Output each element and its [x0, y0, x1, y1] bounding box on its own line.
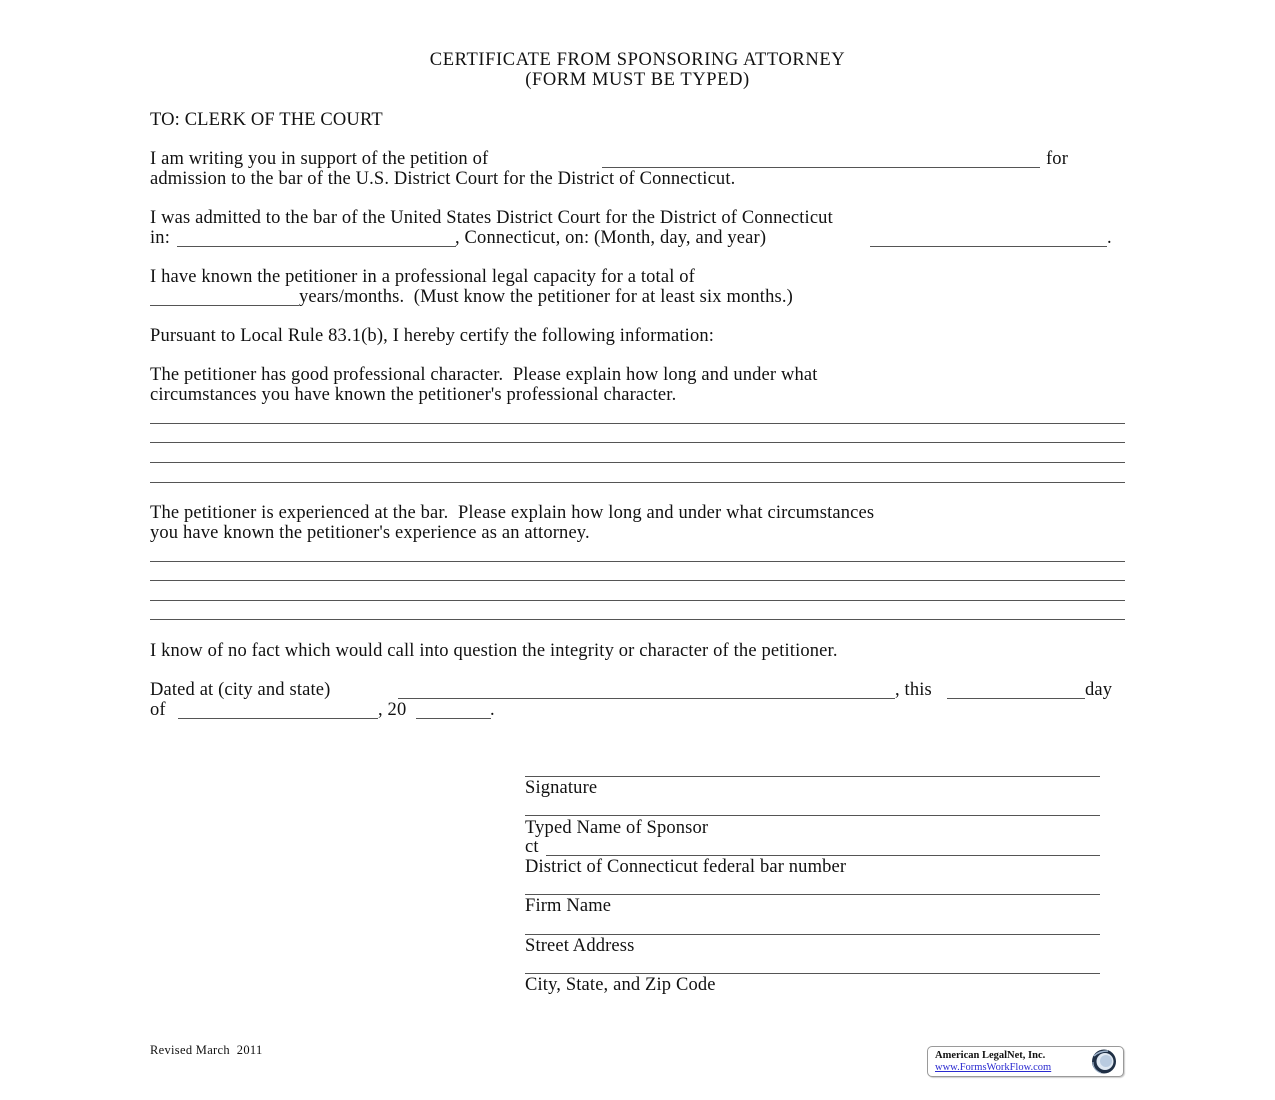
dated-month-field[interactable]	[178, 718, 378, 719]
vendor-name: American LegalNet, Inc.	[935, 1050, 1046, 1061]
typed-name-label: Typed Name of Sponsor	[525, 818, 709, 838]
signature-label: Signature	[525, 778, 598, 798]
experience-explanation-line-1[interactable]	[150, 561, 1125, 562]
admitted-text-period: .	[1107, 228, 1112, 248]
dated-city-state-field[interactable]	[398, 698, 895, 699]
character-explanation-line-3[interactable]	[150, 462, 1125, 463]
bar-number-field[interactable]	[546, 855, 1100, 856]
petitioner-name-field[interactable]	[602, 167, 1040, 168]
street-address-field[interactable]	[525, 934, 1100, 935]
character-text-line1: The petitioner has good professional character. Please explain how long and under what	[150, 365, 818, 385]
dated-text-prefix: Dated at (city and state)	[150, 680, 331, 700]
city-state-zip-label: City, State, and Zip Code	[525, 975, 716, 995]
character-text-line2: circumstances you have known the petitioner's professional character.	[150, 385, 677, 405]
admitted-text-middle: , Connecticut, on: (Month, day, and year)	[455, 228, 767, 248]
revised-date: Revised March 2011	[150, 1043, 263, 1057]
experience-explanation-line-3[interactable]	[150, 600, 1125, 601]
city-state-zip-field[interactable]	[525, 973, 1100, 974]
character-explanation-line-2[interactable]	[150, 442, 1125, 443]
dated-text-year-prefix: , 20	[378, 700, 407, 720]
street-address-label: Street Address	[525, 936, 635, 956]
addressee: TO: CLERK OF THE COURT	[150, 110, 383, 130]
known-text-line1: I have known the petitioner in a professional legal capacity for a total of	[150, 267, 695, 287]
firm-name-label: Firm Name	[525, 896, 612, 916]
experience-explanation-line-4[interactable]	[150, 619, 1125, 620]
dated-text-end: .	[490, 700, 495, 720]
vendor-badge[interactable]	[927, 1046, 1124, 1077]
dated-text-day: day	[1085, 680, 1113, 700]
admitted-city-field[interactable]	[177, 246, 456, 247]
dated-text-this: , this	[895, 680, 932, 700]
experience-explanation-line-2[interactable]	[150, 580, 1125, 581]
globe-logo-icon	[1087, 1048, 1119, 1075]
admitted-text-line1: I was admitted to the bar of the United States District Court for the District of Connecticut	[150, 208, 833, 228]
document-subtitle: (FORM MUST BE TYPED)	[525, 70, 750, 90]
experience-text-line1: The petitioner is experienced at the bar. Please explain how long and under what circumstances	[150, 503, 875, 523]
character-explanation-line-1[interactable]	[150, 423, 1125, 424]
support-text-for: for	[1046, 149, 1069, 169]
integrity-text: I know of no fact which would call into question the integrity or character of the petitioner.	[150, 641, 838, 661]
document-title: CERTIFICATE FROM SPONSORING ATTORNEY	[429, 50, 846, 70]
dated-year-field[interactable]	[416, 718, 491, 719]
known-text-line2: years/months. (Must know the petitioner for at least six months.)	[299, 287, 793, 307]
pursuant-text: Pursuant to Local Rule 83.1(b), I hereby certify the following information:	[150, 326, 715, 346]
dated-day-field[interactable]	[947, 698, 1085, 699]
bar-number-label: District of Connecticut federal bar number	[525, 857, 847, 877]
firm-name-field[interactable]	[525, 894, 1100, 895]
support-text-line2: admission to the bar of the U.S. District Court for the District of Connecticut.	[150, 169, 736, 189]
typed-name-field[interactable]	[525, 815, 1100, 816]
character-explanation-line-4[interactable]	[150, 482, 1125, 483]
experience-text-line2: you have known the petitioner's experience as an attorney.	[150, 523, 590, 543]
signature-field[interactable]	[525, 776, 1100, 777]
dated-text-of: of	[150, 700, 166, 720]
admitted-text-in: in:	[150, 228, 170, 248]
bar-number-prefix: ct	[525, 837, 539, 857]
vendor-url-link[interactable]: www.FormsWorkFlow.com	[935, 1062, 1052, 1073]
support-text-line1: I am writing you in support of the petition of	[150, 149, 489, 169]
admitted-date-field[interactable]	[870, 246, 1107, 247]
known-duration-field[interactable]	[150, 305, 299, 306]
